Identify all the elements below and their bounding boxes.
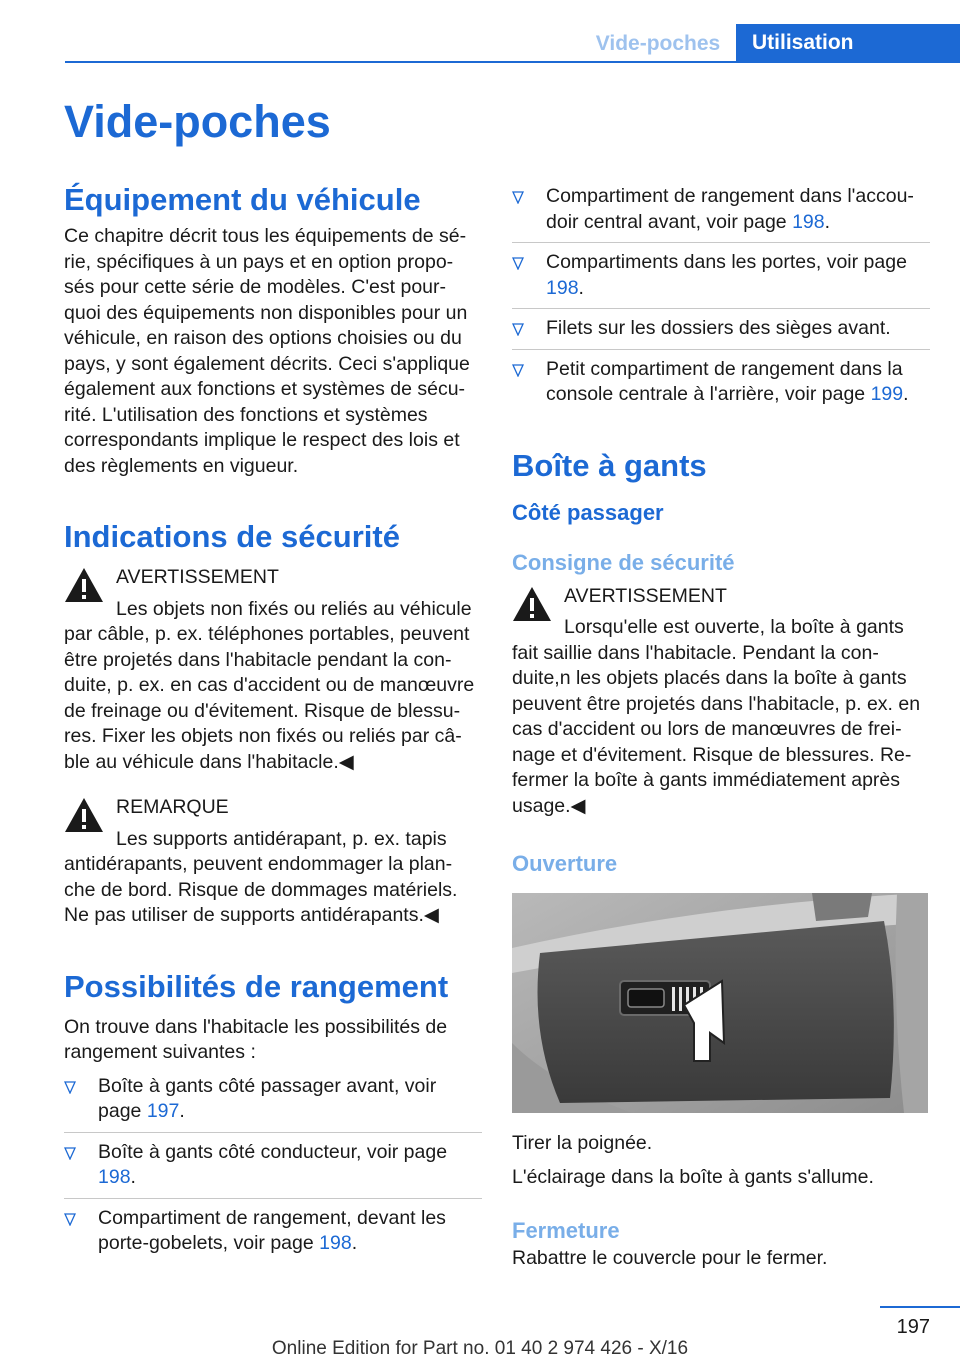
rangement-list xyxy=(64,1074,482,1257)
bullet-triangle-icon xyxy=(512,364,524,377)
bullet-triangle-icon xyxy=(64,1213,76,1226)
warning-label: AVERTISSEMENT xyxy=(564,584,727,607)
list-item-end: . xyxy=(130,1166,136,1188)
warning-label: AVERTISSEMENT xyxy=(116,566,279,588)
heading-equipement: Équipement du véhicule xyxy=(64,182,421,217)
warning-text-rest: fait saillie dans l'habitacle. Pendant la con- duite,n les objets placés dans la boîte à gants peuvent être projetés dans l'habitacle, p. ex. en cas d'accident ou lors de manœuvres de frei- nage et d'évitement. Risque de blessures. Re- fermer la boîte à gants immédiatement après usage.◀ xyxy=(512,641,921,817)
list-item xyxy=(512,184,930,243)
list-item xyxy=(64,1074,482,1133)
header-chapter-tab[interactable]: Utilisation xyxy=(736,24,960,62)
bullet-triangle-icon xyxy=(512,191,524,204)
list-item xyxy=(64,1199,482,1257)
page-link[interactable]: 198 xyxy=(792,210,825,233)
warning-triangle-icon xyxy=(512,586,552,622)
list-item-end: . xyxy=(824,210,831,233)
list-item-text: Filets sur les dossiers des sièges avant. xyxy=(546,317,891,339)
page-link[interactable]: 198 xyxy=(98,1166,131,1188)
footer-rule xyxy=(880,1306,960,1308)
heading-boite-a-gants: Boîte à gants xyxy=(512,447,707,483)
bullet-triangle-icon xyxy=(512,257,524,270)
page-link[interactable]: 199 xyxy=(870,383,904,405)
list-item-text: Boîte à gants côté conducteur, voir page xyxy=(98,1140,448,1163)
notice-text-first: Les supports antidérapant, p. ex. tapis xyxy=(116,827,447,850)
list-item-text: Compartiments dans les portes, voir page xyxy=(546,251,907,273)
bullet-triangle-icon xyxy=(64,1081,76,1094)
edition-footer: Online Edition for Part no. 01 40 2 974 426 - X/16 xyxy=(271,1338,689,1359)
heading-rangement: Possibilités de rangement xyxy=(64,968,449,1004)
page-link[interactable]: 198 xyxy=(546,276,579,299)
heading-fermeture: Fermeture xyxy=(512,1218,620,1243)
heading-securite: Indications de sécurité xyxy=(64,519,400,554)
list-item xyxy=(64,1133,482,1199)
ouverture-step: Tirer la poignée. xyxy=(512,1132,653,1154)
page-link[interactable]: 198 xyxy=(319,1232,352,1254)
equipement-body: Ce chapitre décrit tous les équipements de sé- rie, spécifiques à un pays et en option propo- sés pour cette série de modèles. C'est pour- quoi des équipements non disponibles pour un véhicule, en raison des options choisies ou du pays, y sont également décrits. Ceci s'applique également aux fonctions et systèmes de sécu- rité. L'utilisation des fonctions et systèmes correspondants implique le respect des lois et des règlements en vigueur. xyxy=(64,225,470,477)
warning-text-first: Les objets non fixés ou reliés au véhicule xyxy=(116,597,472,620)
glovebox-photo xyxy=(512,893,928,1113)
list-item-end: . xyxy=(578,276,584,299)
list-item-text: Petit compartiment de rangement dans la console centrale à l'arrière, voir page xyxy=(546,357,903,405)
fermeture-step: Rabattre le couvercle pour le fermer. xyxy=(512,1247,828,1269)
rangement-list-continued xyxy=(512,184,930,408)
page-title: Vide-poches xyxy=(64,96,331,147)
page-number: 197 xyxy=(896,1316,930,1338)
warning-text-rest: par câble, p. ex. téléphones portables, peuvent être projetés dans l'habitacle pendant la con- duite, p. ex. en cas d'accident ou de manœuvre de freinage ou d'évitement. Risque de blessu- res. Fixer les objets non fixés ou reliés par câ- ble au véhicule dans l'habitacle.◀ xyxy=(64,623,475,773)
list-item-text: Compartiment de rangement, devant les porte-gobelets, voir page xyxy=(98,1206,446,1254)
left-column xyxy=(64,180,482,1257)
warning-triangle-icon xyxy=(64,567,104,603)
list-item xyxy=(512,350,930,408)
notice-text-rest: antidérapants, peuvent endommager la plan- che de bord. Risque de dommages matériels. Ne pas utiliser de supports antidérapants.◀ xyxy=(64,853,458,926)
warning-text-first: Lorsqu'elle est ouverte, la boîte à gants xyxy=(564,616,904,638)
right-column xyxy=(512,184,930,1272)
rangement-intro: On trouve dans l'habitacle les possibilités de rangement suivantes : xyxy=(64,1015,448,1063)
warning-block-glovebox xyxy=(512,584,930,820)
page-link[interactable]: 197 xyxy=(146,1100,180,1122)
list-item-end: . xyxy=(179,1100,185,1122)
header-rule xyxy=(65,61,960,63)
list-item-end: . xyxy=(903,383,909,405)
heading-consigne: Consigne de sécurité xyxy=(512,549,735,575)
list-item xyxy=(512,309,930,350)
ouverture-note: L'éclairage dans la boîte à gants s'allume. xyxy=(512,1165,874,1188)
bullet-triangle-icon xyxy=(512,323,524,336)
warning-block-1 xyxy=(64,565,482,775)
warning-triangle-icon xyxy=(64,797,104,833)
notice-label: REMARQUE xyxy=(116,796,229,818)
list-item-end: . xyxy=(351,1232,358,1254)
bullet-triangle-icon xyxy=(64,1147,76,1160)
list-item xyxy=(512,243,930,309)
notice-block xyxy=(64,795,482,929)
header-section-label: Vide-poches xyxy=(595,32,721,55)
heading-ouverture: Ouverture xyxy=(512,851,618,876)
heading-cote-passager: Côté passager xyxy=(512,499,664,525)
list-item-text: Boîte à gants côté passager avant, voir page xyxy=(98,1074,437,1122)
list-item-text: Compartiment de rangement dans l'accou- doir central avant, voir page xyxy=(546,185,914,233)
